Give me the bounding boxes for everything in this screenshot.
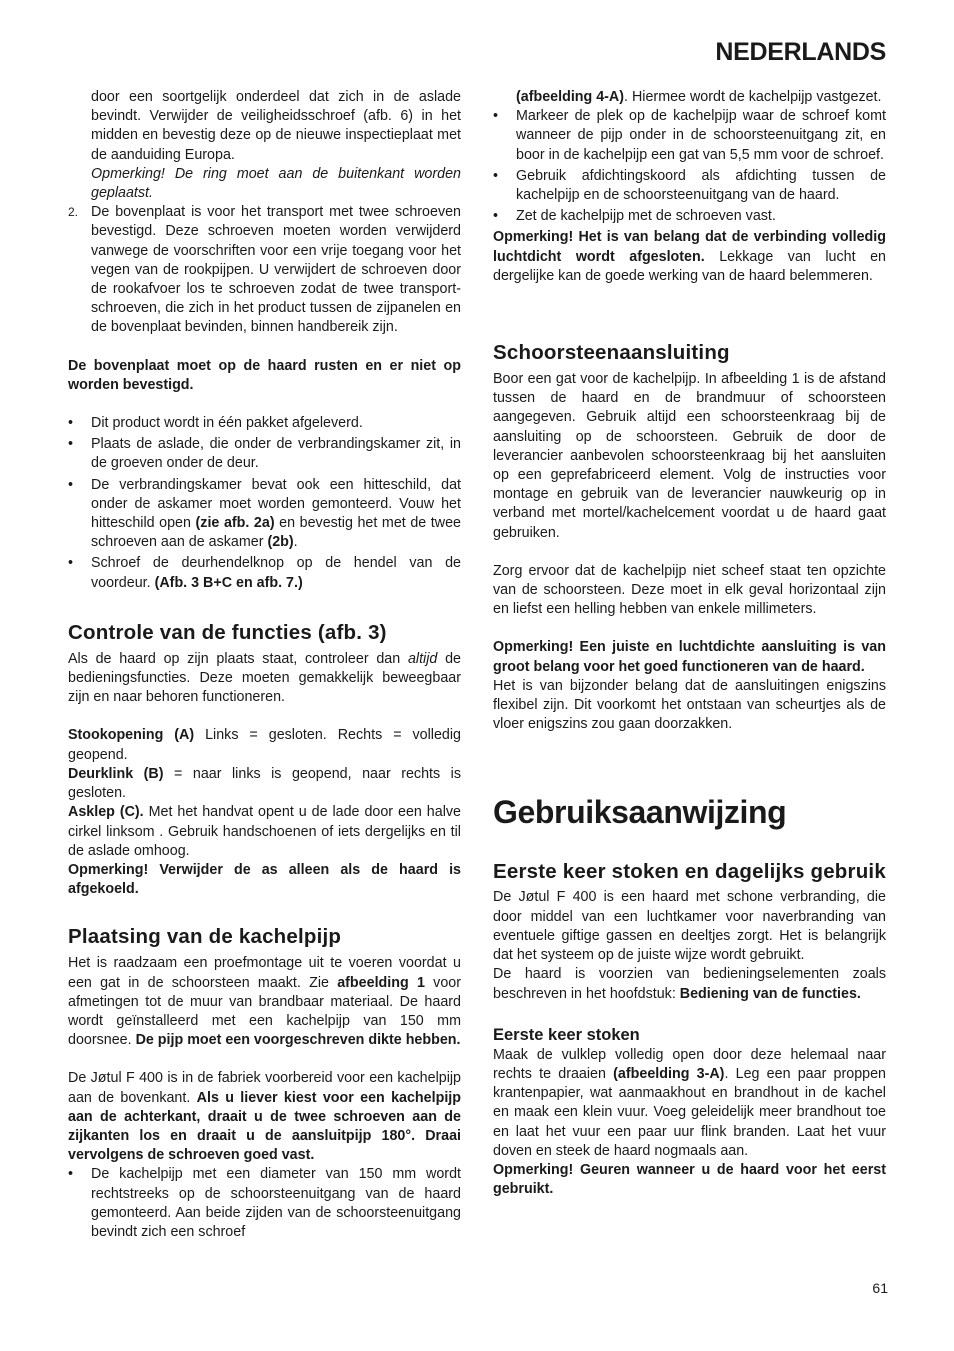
main-heading: Gebruiksaanwijzing — [493, 794, 787, 831]
sub-heading-eerste-stoken: Eerste keer stoken — [493, 1025, 640, 1044]
schoorsteen-paragraph-2: Zorg ervoor dat de kachelpijp niet scheef staat ten opzichte van de schoorsteen. Deze moet in elk geval horizontaal zijn en liefst een helling hebben van enkele millimeters. — [493, 562, 886, 618]
intro-note: Opmerking! De ring moet aan de buitenkant worden geplaatst. — [91, 165, 461, 202]
controle-paragraph: Als de haard op zijn plaats staat, controleer dan altijd de bedieningsfuncties. Deze moeten gemakkelijk beweegbaar zijn en naar behoren functioneren. — [68, 650, 462, 706]
list-item: • Gebruik afdichtingskoord als afdichting tussen de kachelpijp en de schoorsteenuitgang van de haard. — [493, 167, 886, 205]
list-item: • Markeer de plek op de kachelpijp waar de schroef komt wanneer de pijp onder in de schoorsteenuitgang zit, en boor in de kachelpijp een gat van 5,5 mm voor de schroef. — [493, 107, 886, 165]
plaatsing-paragraph-1: Het is raadzaam een proefmontage uit te voeren voordat u een gat in de schoorsteen maakt. Zie afbeelding 1 voor afmetingen tot de muur van brandbaar materiaal. De haard wordt geïnstalleerd met een kachelpijp van 150 mm doorsnee. De pijp moet een voorgeschreven dikte hebben. — [68, 955, 461, 1049]
schoorsteen-paragraph-3: Het is van bijzonder belang dat de aansluitingen enigszins flexibel zijn. Dit voorkomt het ontstaan van scheurtjes als de vloer enigszins zou gaan doorzakken. — [493, 677, 886, 733]
right-column — [493, 88, 886, 1199]
section-heading-plaatsing: Plaatsing van de kachelpijp — [68, 925, 342, 949]
stoken-paragraph: Maak de vulklep volledig open door deze helemaal naar rechts te draaien (afbeelding 3-A). Leg een paar proppen krantenpapier, wat aanmaakhout en brandhout in de kachel en maak een klein vuur. Voeg geleidelijk meer brandhout toe en laat het vuur een paar uur flink branden. Laat het vuur doven en steek de haard nogmaals aan. — [493, 1046, 887, 1159]
section-heading-eerste-dagelijks: Eerste keer stoken en dagelijks gebruik — [493, 860, 886, 884]
left-column — [68, 88, 461, 1244]
list-item: • Zet de kachelpijp met de schroeven vast. — [493, 207, 886, 226]
list-item: • De verbrandingskamer bevat ook een hitteschild, dat onder de askamer moet worden gemonteerd. Vouw het hitteschild open (zie afb. 2a) en bevestig het met de twee schroeven aan de askamer (2b). — [68, 476, 461, 553]
schoorsteen-note: Opmerking! Een juiste en luchtdichte aansluiting is van groot belang voor het goed functioneren van de haard. — [493, 639, 886, 675]
intro-paragraph: door een soortgelijk onderdeel dat zich in de aslade bevindt. Verwijder de veiligheidsschroef (afb. 6) in het midden en bevestig deze op de nieuwe inspectieplaat met de aanduiding Europa. — [91, 89, 461, 163]
plaatsing-paragraph-2: De Jøtul F 400 is in de fabriek voorbereid voor een kachelpijp aan de bovenkant. Als u liever kiest voor een kachelpijp aan de achterkant, draait u de twee schroeven aan de zijkanten los en draait u de aansluitpijp 180°. Draai vervolgens de schroeven goed vast. — [68, 1070, 461, 1164]
numbered-item-2 — [68, 203, 461, 337]
list-item: • Dit product wordt in één pakket afgeleverd. — [68, 414, 461, 433]
list-item: • Schroef de deurhendelknop op de hendel van de voordeur. (Afb. 3 B+C en afb. 7.) — [68, 554, 461, 592]
asklep-line: Asklep (C). Met het handvat opent u de lade door een halve cirkel linksom . Gebruik handschoenen of iets dergelijks en til de aslade omhoog. — [68, 804, 461, 859]
eerste-paragraph-2: De haard is voorzien van bedieningselementen zoals beschreven in het hoofdstuk: Bediening van de functies. — [493, 966, 886, 1002]
airtight-note: Opmerking! Het is van belang dat de verbinding volledig luchtdicht wordt afgesloten. Lekkage van lucht en dergelijke kan de goede werking van de haard belemmeren. — [493, 229, 886, 284]
intro-block — [68, 88, 461, 203]
continued-line: (afbeelding 4-A). Hiermee wordt de kachelpijp vastgezet. — [516, 89, 882, 105]
bold-note: De bovenplaat moet op de haard rusten en er niet op worden bevestigd. — [68, 357, 461, 393]
right-bullet-list — [493, 107, 886, 226]
stookopening-line: Stookopening (A) Links = gesloten. Rechts = volledig geopend. — [68, 727, 461, 763]
controle-note: Opmerking! Verwijder de as alleen als de haard is afgekoeld. — [68, 861, 461, 898]
item-2-text: De bovenplaat is voor het transport met twee schroeven bevestigd. Deze schroeven moeten worden verwijderd vanwege de voorschriften voor een vrije toegang voor het vegen van de rookpijpen. U verwijdert de schroeven door de rookafvoer los te schroeven zodat de twee transport-schroeven, die zich in het product tussen de zijpanelen en de bovenplaat bevinden, binnen handbereik zijn. — [91, 204, 461, 336]
eerste-paragraph-1: De Jøtul F 400 is een haard met schone verbranding, die door middel van een luchtkamer voor naverbranding van eventuele giftige gassen en deeltjes zorgt. Het is belangrijk dat het systeem op de juiste wijze wordt gebruikt. — [493, 889, 886, 964]
section-heading-schoorsteen: Schoorsteenaansluiting — [493, 341, 730, 365]
page-number: 61 — [872, 1280, 888, 1296]
list-item: • Plaats de aslade, die onder de verbrandingskamer zit, in de groeven onder de deur. — [68, 435, 461, 473]
section-heading-controle: Controle van de functies (afb. 3) — [68, 620, 387, 644]
stoken-note: Opmerking! Geuren wanneer u de haard voor het eerst gebruikt. — [493, 1161, 886, 1198]
schoorsteen-paragraph-1: Boor een gat voor de kachelpijp. In afbeelding 1 is de afstand tussen de haard en de brandmuur of schoorsteen aangegeven. Gebruik altijd een schoorsteenkraag bij de aansluiting op de schoorsteen. Gebruik de door de leverancier aanbevolen schoorsteenkraag bij het aansluiten op een geprefabriceerd element. Volg de instructies voor montage en gebruik van de leverancier nauwkeurig op in verband met mortel/kachelcement voordat u de haard gaat gebruiken. — [493, 371, 886, 541]
item-number: 2. — [68, 205, 79, 220]
language-header: NEDERLANDS — [715, 38, 886, 66]
deurklink-line: Deurklink (B) = naar links is geopend, naar rechts is gesloten. — [68, 765, 461, 802]
plaatsing-bullets — [68, 1165, 461, 1242]
bullet-list — [68, 414, 461, 593]
list-item: • De kachelpijp met een diameter van 150 mm wordt rechtstreeks op de schoorsteenuitgang van de haard gemonteerd. Aan beide zijden van de schoorsteenuitgang bevindt zich een schroef — [68, 1165, 461, 1242]
